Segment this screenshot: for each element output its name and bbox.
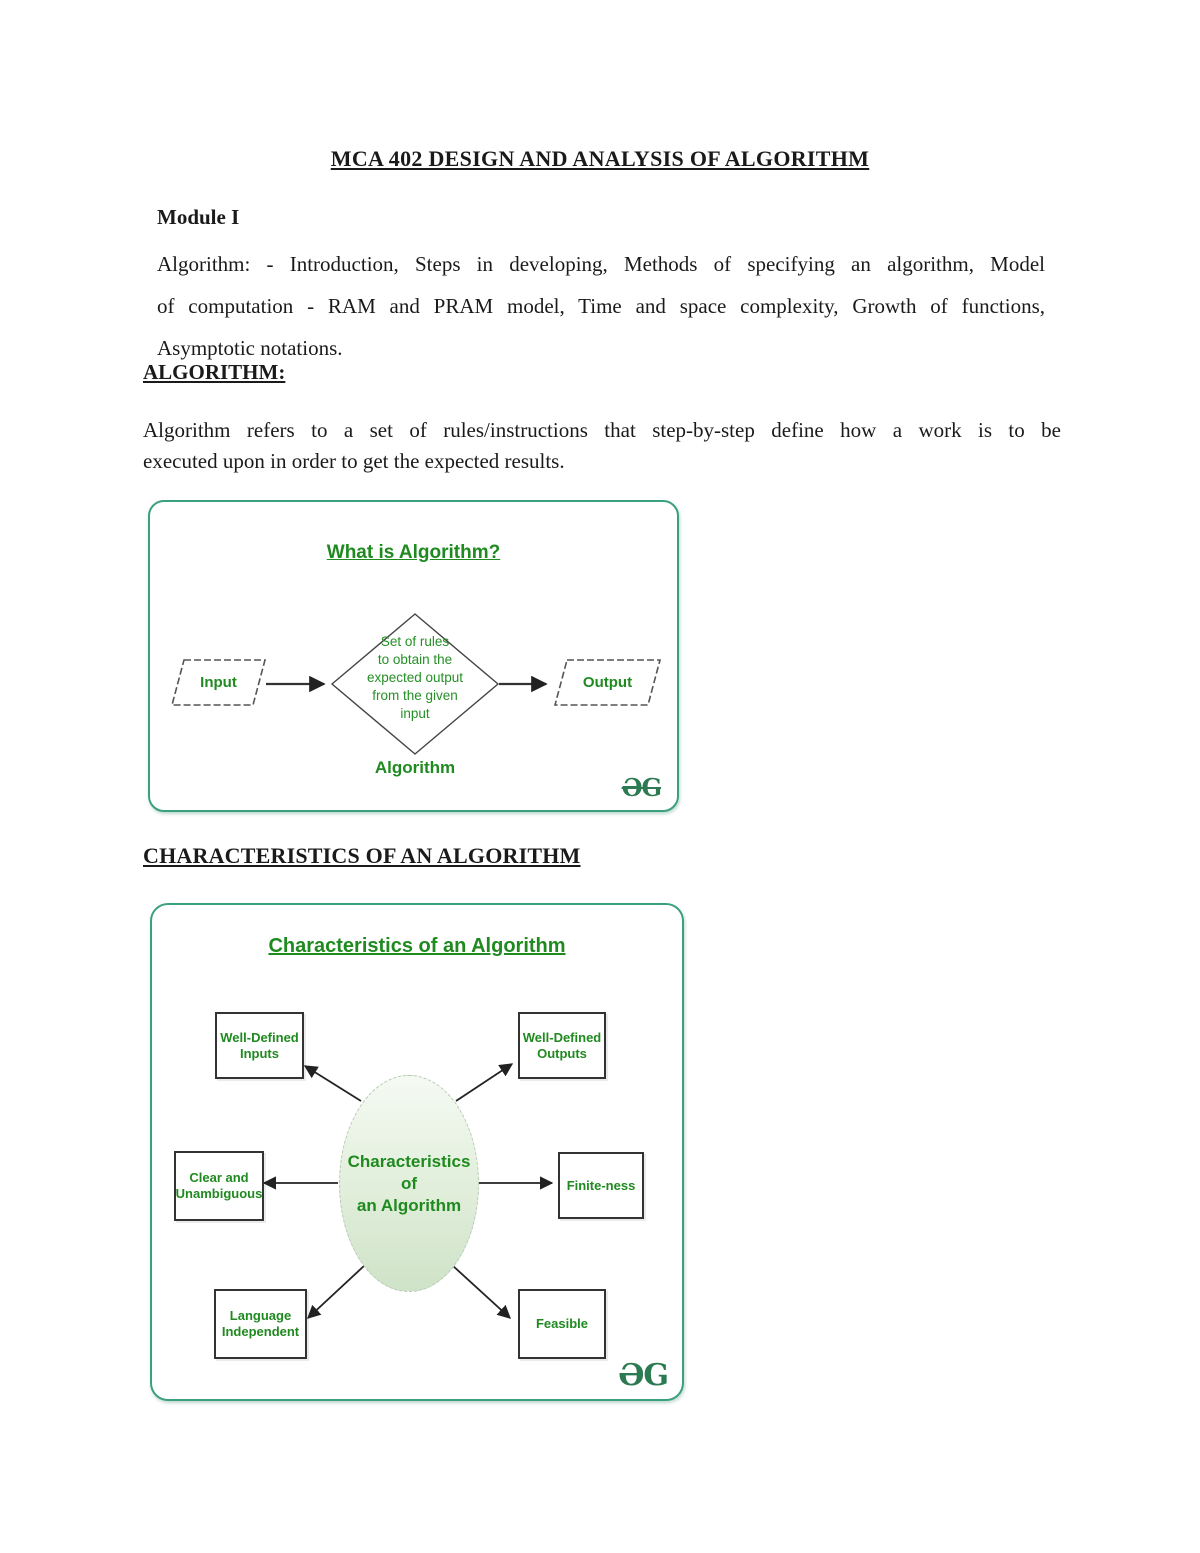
diamond-text-line: to obtain the bbox=[377, 652, 453, 667]
box-well-defined-inputs bbox=[215, 1012, 304, 1079]
syllabus-line: of computation - RAM and PRAM model, Time and space complexity, Growth of functions, bbox=[157, 294, 1045, 318]
diamond-text bbox=[350, 633, 480, 723]
arrow-to-feasible bbox=[452, 1265, 510, 1318]
characteristics-heading: CHARACTERISTICS OF AN ALGORITHM bbox=[143, 843, 581, 868]
box-language-independent bbox=[214, 1289, 307, 1359]
input-label: Input bbox=[200, 674, 237, 691]
diamond-text-line: input bbox=[400, 706, 430, 721]
center-ellipse-line: an Algorithm bbox=[356, 1195, 462, 1215]
box-label-line: Inputs bbox=[240, 1045, 279, 1061]
figure2-title: Characteristics of an Algorithm bbox=[268, 935, 566, 957]
diamond-text-line: expected output bbox=[366, 670, 464, 685]
output-label: Output bbox=[582, 674, 633, 691]
box-label-line: Finite-ness bbox=[566, 1177, 636, 1193]
syllabus-line: Algorithm: - Introduction, Steps in developing, Methods of specifying an algorithm, Model bbox=[157, 252, 1045, 276]
module-heading: Module I bbox=[157, 205, 240, 229]
diamond-text-line: Set of rules bbox=[380, 634, 450, 649]
arrow-to-language-independent bbox=[308, 1265, 365, 1318]
box-label-line: Well-Defined bbox=[522, 1029, 602, 1045]
box-well-defined-outputs bbox=[518, 1012, 606, 1079]
box-clear-and-unambiguous bbox=[174, 1151, 264, 1221]
figure1-title: What is Algorithm? bbox=[326, 542, 501, 563]
syllabus-paragraph bbox=[157, 243, 1045, 369]
geeksforgeeks-logo: ƏG bbox=[621, 773, 661, 802]
syllabus-line: Asymptotic notations. bbox=[157, 336, 343, 360]
center-ellipse-line: Characteristics of bbox=[347, 1151, 471, 1193]
box-label-line: Clear and bbox=[189, 1170, 249, 1185]
box-label-line: Independent bbox=[221, 1324, 300, 1339]
diamond-text-line: from the given bbox=[372, 688, 458, 703]
characteristics-figure bbox=[150, 903, 684, 1401]
algorithm-caption: Algorithm bbox=[374, 758, 456, 777]
box-label-line: Well-Defined bbox=[220, 1029, 299, 1045]
what-is-algorithm-figure bbox=[148, 500, 679, 812]
definition-line: Algorithm refers to a set of rules/instructions that step-by-step define how a work is to be bbox=[143, 418, 1061, 442]
geeksforgeeks-logo: ƏG bbox=[618, 1358, 668, 1393]
arrow-to-well-defined-outputs bbox=[456, 1064, 512, 1101]
box-label-line: Outputs bbox=[537, 1045, 587, 1061]
box-finite-ness bbox=[558, 1152, 644, 1219]
center-ellipse bbox=[339, 1075, 479, 1292]
box-label-line: Feasible bbox=[535, 1316, 589, 1331]
document-title: MCA 402 DESIGN AND ANALYSIS OF ALGORITHM bbox=[330, 146, 870, 171]
arrow-to-well-defined-inputs bbox=[305, 1066, 361, 1101]
algorithm-definition-paragraph bbox=[143, 415, 1061, 477]
definition-line: executed upon in order to get the expected results. bbox=[143, 449, 565, 473]
box-label-line: Language bbox=[229, 1308, 292, 1323]
box-feasible bbox=[518, 1289, 606, 1359]
box-label-line: Unambiguous bbox=[175, 1186, 263, 1201]
algorithm-heading: ALGORITHM: bbox=[143, 360, 286, 384]
